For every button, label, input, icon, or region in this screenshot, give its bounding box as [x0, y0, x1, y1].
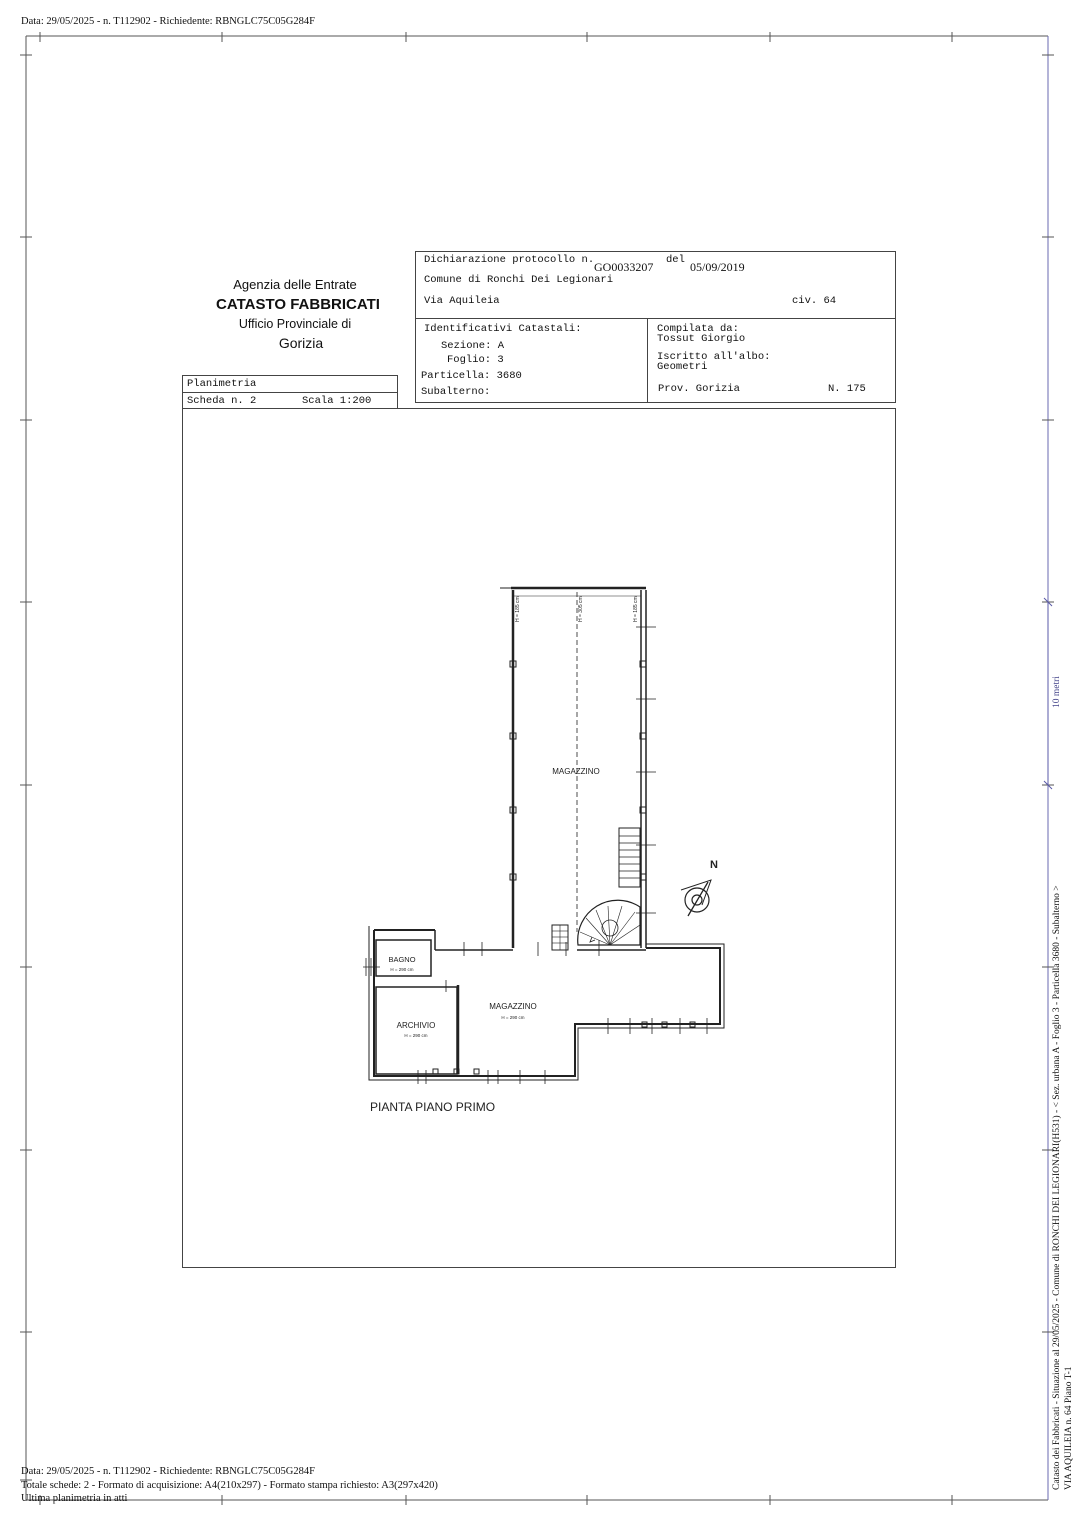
iscritto-label: Iscritto all'albo: — [657, 351, 771, 363]
room-height: H = 290 cm — [390, 967, 414, 972]
archivio-walls — [376, 987, 457, 1074]
civico: civ. 64 — [792, 295, 837, 307]
catasto-title: CATASTO FABBRICATI — [216, 296, 380, 313]
scheda-number: Scheda n. 2 — [187, 395, 257, 407]
height-label: H = 185 cm — [515, 596, 521, 622]
albo-number: N. 175 — [828, 383, 866, 395]
divider — [182, 392, 398, 393]
room-height: H = 290 cm — [404, 1033, 428, 1038]
protocollo-date: 05/09/2019 — [690, 260, 745, 274]
compilata-title: Compilata da: — [657, 323, 739, 335]
wall — [369, 926, 724, 1080]
particella: Particella: 3680 — [421, 370, 522, 382]
side-info-line1: Catasto dei Fabbricati - Situazione al 29/05/2025 - Comune di RONCHI DEI LEGIONARI(H531) - < Sez. urbana A - Foglio 3 - Particella 3680 - Subalterno > — [1052, 885, 1062, 1490]
via-name: Via Aquileia — [424, 295, 500, 307]
divider — [415, 318, 896, 319]
height-label: H = 185 cm — [633, 596, 639, 622]
del-label: del — [666, 254, 685, 266]
header-line: Data: 29/05/2025 - n. T112902 - Richiedente: RBNGLC75C05G284F — [21, 16, 315, 27]
room-label: MAGAZZINO — [489, 1002, 537, 1011]
footer-line1: Data: 29/05/2025 - n. T112902 - Richiedente: RBNGLC75C05G284F — [21, 1466, 315, 1477]
north-label: N — [710, 859, 718, 871]
ufficio-label: Ufficio Provinciale di — [238, 317, 352, 331]
footer-line2: Totale schede: 2 - Formato di acquisizione: A4(210x297) - Formato stampa richiesto: A3(297x420) — [21, 1480, 438, 1491]
plan-caption: PIANTA PIANO PRIMO — [370, 1100, 496, 1114]
protocollo-number: GO0033207 — [594, 260, 654, 274]
height-label: H = 305 cm — [578, 596, 584, 622]
floor-plan — [182, 408, 896, 1268]
comune-name: Comune di Ronchi Dei Legionari — [424, 274, 614, 286]
identificativi-title: Identificativi Catastali: — [424, 323, 582, 335]
foglio: Foglio: 3 — [447, 354, 504, 366]
scala-value: Scala 1:200 — [302, 395, 372, 407]
wall — [374, 930, 720, 1076]
planimetria-label: Planimetria — [187, 378, 257, 390]
subalterno: Subalterno: — [421, 386, 491, 398]
divider — [647, 318, 648, 403]
sezione: Sezione: A — [441, 340, 505, 352]
scale-label: 10 metri — [1052, 676, 1062, 708]
room-label: MAGAZZINO — [552, 767, 600, 776]
side-info-line2: VIA AQUILEIA n. 64 Piano T-1 — [1064, 1366, 1074, 1490]
footer-line3: Ultima planimetria in atti — [21, 1493, 128, 1504]
room-label: BAGNO — [388, 955, 416, 964]
room-label: ARCHIVIO — [396, 1021, 436, 1030]
provincia: Prov. Gorizia — [658, 383, 740, 395]
protocollo-label: Dichiarazione protocollo n. — [424, 254, 595, 266]
room-height: H = 290 cm — [501, 1015, 525, 1020]
agency-name: Agenzia delle Entrate — [233, 277, 357, 292]
ufficio-city: Gorizia — [278, 335, 324, 351]
north-arrow — [681, 880, 711, 916]
compilata-name: Tossut Giorgio — [657, 333, 746, 345]
albo-name: Geometri — [657, 361, 708, 373]
